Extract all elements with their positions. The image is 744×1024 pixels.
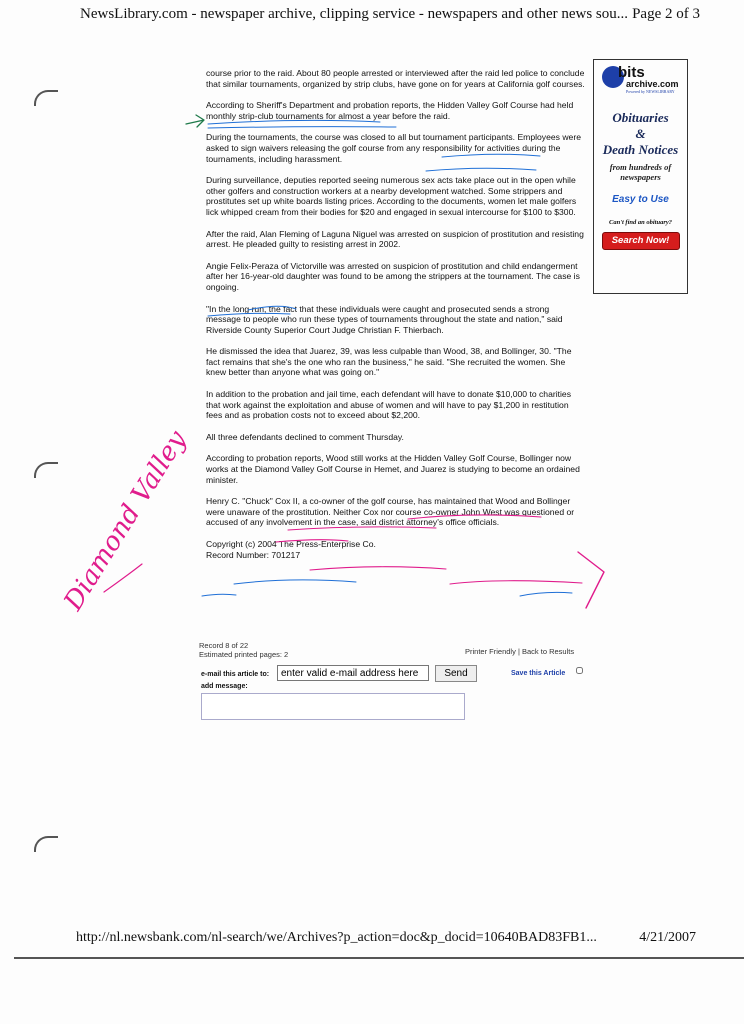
article-paragraph: In addition to the probation and jail time, each defendant will have to donate $10,000 to charities that work against the exploitation and abuse of women and will have to pay $1,200 in restitution fees and as probation costs not to exceed about $2,200. [206, 389, 572, 421]
article-paragraph: According to Sheriff's Department and probation reports, the Hidden Valley Golf Course had held monthly strip-club tournaments for almost a year before the raid. [206, 100, 574, 121]
footer-date: 4/21/2007 [639, 930, 696, 945]
article-paragraph: All three defendants declined to comment Thursday. [206, 431, 404, 442]
article-paragraph: During the tournaments, the course was closed to all but tournament participants. Employees were asked to sign waivers releasing the golf course from any responsibility for activities during the tournaments, including harassment. [206, 132, 581, 164]
ad-easy: Easy to Use [612, 194, 669, 205]
footer-url: http://nl.newsbank.com/nl-search/we/Archives?p_action=doc&p_docid=10640BAD83FB1... [76, 930, 597, 945]
header-title: NewsLibrary.com - newspaper archive, clipping service - newspapers and other news sou... [80, 6, 629, 22]
page-footer [76, 930, 696, 946]
article-paragraph: According to probation reports, Wood still works at the Hidden Valley Golf Course, Bollinger now works at the Diamond Valley Golf Course in Hemet, and Juarez is studying to become an ordained minister. [206, 453, 580, 485]
ad-heading-line1: Obituaries [612, 110, 669, 125]
email-form [201, 665, 586, 685]
binder-hole [34, 462, 58, 478]
save-article-link[interactable]: Save this Article [511, 670, 566, 677]
page-number: Page 2 of 3 [632, 6, 700, 22]
green-arrow-mark [186, 115, 204, 127]
article-paragraph: Henry C. "Chuck" Cox II, a co-owner of the golf course, has maintained that Wood and Bollinger were unaware of the prostitution. Neither Cox nor course co-owner John West was questioned or accused of any involvement in the case, said district attorney's office officials. [206, 496, 575, 528]
printer-friendly-link[interactable]: Printer Friendly [465, 647, 516, 656]
article-paragraph: "In the long run, the fact that these individuals were caught and prosecuted sends a strong message to people who run these types of tournaments throughout the state and nation," said Riverside County Superior Court Judge Christian F. Thierbach. [206, 303, 563, 335]
save-article-checkbox[interactable] [576, 667, 583, 674]
result-nav [465, 647, 574, 656]
ad-cant-find: Can't find an obituary? [608, 219, 673, 226]
footer-rule [14, 957, 744, 959]
logo-main: bits [618, 64, 645, 81]
send-button[interactable]: Send [435, 665, 477, 682]
obits-logo [598, 64, 683, 94]
ad-heading-amp: & [635, 126, 646, 141]
copyright: Copyright (c) 2004 The Press-Enterprise Co. [206, 539, 376, 549]
obits-ad-banner[interactable] [593, 59, 688, 294]
pink-underline [104, 564, 142, 592]
nav-separator: | [517, 647, 520, 656]
email-label: e-mail this article to: [201, 671, 270, 678]
logo-powered: Powered by NEWSLIBRARY [626, 89, 675, 94]
email-input[interactable] [277, 665, 429, 681]
article-paragraph: He dismissed the idea that Juarez, 39, was less culpable than Wood, 38, and Bollinger, 30. "The fact remains that she's the one who ran the business," he said. "She recruited the women. She knew better than anyone what was going on." [206, 346, 572, 378]
ad-subtext: from hundreds of newspapers [609, 162, 672, 182]
article-paragraph: course prior to the raid. About 80 people arrested or interviewed after the raid led police to conclude that similar tournaments, organized by strip clubs, have gone on for years at California golf courses. [206, 68, 585, 89]
record-count: Record 8 of 22 [199, 641, 249, 650]
pink-underline [310, 567, 582, 584]
logo-sub: archive.com [626, 79, 679, 89]
binder-hole [34, 90, 58, 106]
blue-underline [202, 580, 572, 596]
message-textarea[interactable] [201, 693, 465, 720]
back-to-results-link[interactable]: Back to Results [522, 647, 575, 656]
handwritten-note: Diamond Valley [58, 425, 193, 616]
pink-arrow-mark [578, 552, 604, 608]
message-label: add message: [201, 683, 248, 690]
article-paragraph: After the raid, Alan Fleming of Laguna Niguel was arrested on suspicion of prostitution and resisting arrest. He pleaded guilty to resisting arrest in 2002. [206, 228, 584, 250]
page-header [80, 6, 700, 23]
estimated-pages: Estimated printed pages: 2 [199, 650, 289, 659]
record-number: Record Number: 701217 [206, 549, 301, 560]
ad-heading [594, 110, 687, 158]
article-paragraph: Angie Felix-Peraza of Victorville was arrested on suspicion of prostitution and child endangerment after her 16-year-old daughter was found to be among the strippers at the tournament. The case is ongoing. [206, 260, 580, 292]
article-body [206, 68, 586, 560]
search-now-button[interactable]: Search Now! [602, 232, 680, 250]
article-paragraph: During surveillance, deputies reported seeing numerous sex acts take place out in the open while other golfers and construction workers at a nearby development watched. Some strippers and prostitutes set up white boards listing prices. According to the documents, women let male golfers lick whipped cream from their bodies for $20 and engaged in sexual intercourse for $100 to $300. [206, 175, 577, 217]
binder-hole [34, 836, 58, 852]
ad-heading-line2: Death Notices [602, 142, 679, 157]
